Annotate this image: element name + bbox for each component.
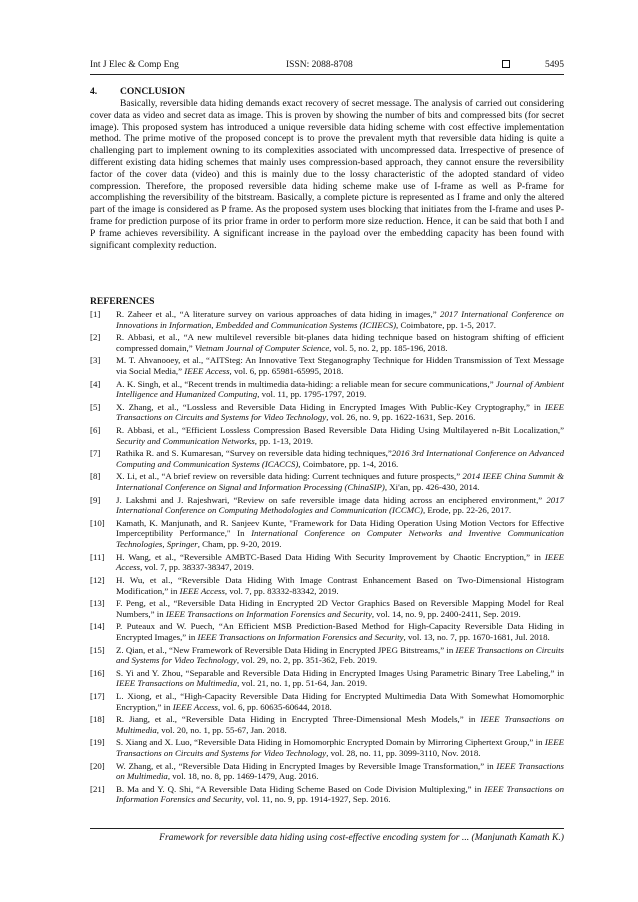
issn: ISSN: 2088-8708	[286, 60, 353, 70]
reference-details: , vol. 26, no. 9, pp. 1622-1631, Sep. 2016.	[326, 412, 476, 423]
reference-item	[90, 309, 564, 330]
reference-authors-title: F. Peng, et al., “Reversible Data Hiding in Encrypted 2D Vector Graphics Based on Reversible Mapping Model for Real Numbers,” in	[116, 598, 564, 619]
reference-authors-title: R. Zaheer et al., “A literature survey on various approaches of data hiding in images,”	[116, 309, 441, 319]
reference-authors-title: X. Li, et al., “A brief review on reversible data hiding: Current techniques and future prospects,”	[116, 471, 463, 482]
reference-number: [18]	[90, 714, 105, 725]
reference-number: [8]	[90, 471, 101, 482]
reference-item	[90, 402, 564, 423]
reference-authors-title: R. Abbasi, et al., “A new multilevel reversible bit-planes data hiding technique based on histogram shifting of efficient compressed domain,”	[116, 332, 564, 353]
reference-venue: IEEE Transactions on Information Forensics and Security	[116, 783, 564, 805]
reference-details: , vol. 5, no. 2, pp. 185-196, 2018.	[329, 342, 448, 353]
reference-authors-title: R. Abbasi, et al., “Efficient Lossless Compression Based Reversible Data Hiding Using Multilayered n-Bit Localization,”	[116, 425, 564, 436]
reference-venue: International Conference on Computer Networks and Inventive Communication Technologies	[116, 528, 564, 550]
page-footer: Framework for reversible data hiding using cost-effective encoding system for ... (Manjunath Kamath K.)	[159, 832, 564, 843]
reference-venue: 2014 IEEE China Summit & International Conference on Signal and Information Processing (ChinaSIP)	[116, 471, 564, 493]
reference-item	[90, 448, 564, 469]
reference-item	[90, 471, 564, 492]
reference-details: , Coimbatore, pp. 1-4, 2016.	[298, 458, 399, 469]
reference-number: [14]	[90, 621, 105, 632]
reference-item	[90, 355, 564, 376]
reference-details: , vol. 20, no. 1, pp. 55-67, Jan. 2018.	[156, 724, 287, 735]
reference-number: [7]	[90, 448, 101, 459]
reference-venue: Security and Communication Networks	[116, 435, 255, 446]
reference-item	[90, 714, 564, 735]
reference-venue: IEEE Transactions on Multimedia	[116, 678, 238, 689]
reference-number: [16]	[90, 667, 105, 678]
reference-number: [21]	[90, 783, 105, 794]
reference-item	[90, 761, 564, 782]
reference-item	[90, 495, 564, 516]
reference-authors-title: J. Lakshmi and J. Rajeshwari, “Review on safe reversible image data hiding across an enciphered environment,”	[116, 494, 547, 505]
page-number: 5495	[545, 60, 564, 70]
reference-number: [5]	[90, 401, 101, 412]
checkbox-square-icon	[502, 60, 510, 68]
reference-authors-title: B. Ma and Y. Q. Shi, “A Reversible Data Hiding Scheme Based on Code Division Multiplexing,” in	[116, 783, 485, 794]
reference-details: , Erode, pp. 22-26, 2017.	[422, 505, 512, 516]
reference-publisher: Springer	[166, 539, 198, 550]
journal-name: Int J Elec & Comp Eng	[90, 60, 179, 70]
reference-details: , vol. 18, no. 8, pp. 1469-1479, Aug. 2016.	[167, 771, 319, 782]
reference-venue: IEEE Transactions on Circuits and Systems for Video Technology	[116, 737, 564, 758]
reference-venue: IEEE Access	[116, 551, 564, 573]
reference-item	[90, 784, 564, 805]
reference-number: [3]	[90, 355, 101, 366]
reference-number: [19]	[90, 737, 105, 748]
reference-number: [10]	[90, 517, 105, 528]
reference-authors-title: S. Xiang and X. Luo, “Reversible Data Hiding in Homomorphic Encrypted Domain by Mirroring Ciphertext Group,” in	[116, 737, 545, 748]
reference-number: [1]	[90, 309, 101, 319]
reference-venue: Journal of Ambient Intelligence and Humanized Computing	[116, 378, 564, 400]
references-heading: REFERENCES	[90, 296, 155, 307]
reference-item	[90, 575, 564, 596]
reference-list	[90, 309, 564, 805]
reference-details: ,	[162, 539, 167, 550]
reference-details: , vol. 6, pp. 60635-60644, 2018.	[218, 701, 332, 712]
reference-details: , vol. 11, no. 9, pp. 1914-1927, Sep. 2016.	[241, 794, 391, 805]
reference-authors-title: M. T. Ahvanooey, et al., “AITSteg: An Innovative Text Steganography Technique for Hidden Transmission of Text Message via Social Media,”	[116, 355, 564, 377]
reference-authors-title: L. Xiong, et al., “High-Capacity Reversible Data Hiding for Encrypted Multimedia Data With Somewhat Homomorphic Encryption,” in	[116, 690, 564, 712]
reference-number: [11]	[90, 551, 105, 562]
reference-item	[90, 552, 564, 573]
footer-rule	[90, 828, 564, 829]
reference-item	[90, 332, 564, 353]
reference-authors-title: S. Yi and Y. Zhou, “Separable and Reversible Data Hiding in Encrypted Images Using Parametric Binary Tree Labeling,” in	[116, 667, 564, 678]
section-title: CONCLUSION	[120, 86, 186, 97]
reference-authors-title: A. K. Singh, et al., “Recent trends in multimedia data-hiding: a reliable mean for secure communications,”	[116, 378, 496, 389]
reference-authors-title: R. Jiang, et al., “Reversible Data Hiding in Encrypted Three-Dimensional Mesh Models,” in	[116, 714, 481, 725]
reference-venue: IEEE Transactions on Multimedia	[116, 760, 564, 782]
reference-item	[90, 379, 564, 400]
section-heading	[90, 86, 564, 98]
reference-venue: 2016 3rd International Conference on Advanced Computing and Communication Systems (ICACCS)	[116, 448, 564, 469]
reference-item	[90, 425, 564, 446]
reference-number: [2]	[90, 332, 101, 343]
header-rule	[90, 74, 564, 75]
reference-details: , Cham, pp. 9-20, 2019.	[197, 539, 282, 550]
reference-number: [15]	[90, 644, 105, 655]
reference-details: , vol. 6, pp. 65981-65995, 2018.	[229, 366, 344, 377]
reference-venue: IEEE Transactions on Circuits and Systems for Video Technology	[116, 401, 564, 423]
section-number: 4.	[90, 86, 98, 97]
reference-details: , vol. 7, pp. 83332-83342, 2019.	[224, 585, 339, 596]
reference-venue: IEEE Access	[184, 366, 230, 377]
reference-details: , vol. 7, pp. 38337-38347, 2019.	[140, 562, 254, 573]
reference-venue: Vietnam Journal of Computer Science	[194, 342, 330, 353]
reference-number: [13]	[90, 598, 105, 609]
reference-authors-title: Z. Qian, et al., “New Framework of Reversible Data Hiding in Encrypted JPEG Bitstreams,” in	[116, 644, 456, 655]
conclusion-section	[90, 86, 564, 251]
reference-venue: IEEE Transactions on Information Forensics and Security	[197, 631, 404, 642]
reference-details: , Xi'an, pp. 426-430, 2014.	[384, 482, 480, 493]
page-header	[90, 58, 564, 72]
reference-venue: IEEE Access	[172, 701, 218, 712]
reference-item	[90, 668, 564, 689]
reference-authors-title: P. Puteaux and W. Puech, “An Efficient MSB Prediction-Based Method for High-Capacity Reversible Data Hiding in Encrypted Images,” in	[116, 621, 564, 642]
reference-details: , vol. 29, no. 2, pp. 351-362, Feb. 2019.	[236, 655, 378, 666]
reference-number: [12]	[90, 574, 105, 585]
reference-authors-title: Rathika R. and S. Kumaresan, “Survey on reversible data hiding techniques,”	[116, 448, 392, 459]
reference-number: [6]	[90, 425, 101, 436]
reference-details: , vol. 13, no. 7, pp. 1670-1681, Jul. 2018.	[403, 631, 550, 642]
reference-venue: 2017 International Conference on Computing Methodologies and Communication (ICCMC)	[116, 494, 564, 516]
reference-item	[90, 737, 564, 758]
reference-venue: IEEE Access	[179, 585, 225, 596]
reference-authors-title: W. Zhang, et al., “Reversible Data Hiding in Encrypted Images by Reversible Image Transformation,” in	[116, 760, 497, 771]
reference-number: [20]	[90, 760, 105, 771]
reference-venue: IEEE Transactions on Circuits and Systems for Video Technology	[116, 644, 564, 666]
reference-item	[90, 598, 564, 619]
reference-authors-title: H. Wu, et al., “Reversible Data Hiding With Image Contrast Enhancement Based on Two-Dimensional Histogram Modification,” in	[116, 574, 564, 596]
reference-authors-title: H. Wang, et al., “Reversible AMBTC-Based Data Hiding With Security Improvement by Chaotic Encryption,” in	[116, 551, 545, 562]
reference-number: [4]	[90, 378, 101, 389]
references-section	[90, 296, 564, 807]
reference-venue: 2017 International Conference on Innovations in Information, Embedded and Communication Systems (ICIIECS)	[116, 309, 564, 330]
reference-venue: IEEE Transactions on Information Forensics and Security	[165, 608, 372, 619]
reference-number: [9]	[90, 494, 101, 505]
reference-details: , vol. 11, pp. 1795-1797, 2019.	[257, 389, 367, 400]
reference-item	[90, 621, 564, 642]
reference-authors-title: Kamath, K. Manjunath, and R. Sanjeev Kunte, "Framework for Data Hiding Operation Using Motion Vectors for Effective Imperceptibility Performance," In	[116, 517, 564, 539]
reference-details: , vol. 28, no. 11, pp. 3099-3110, Nov. 2018.	[326, 747, 481, 758]
reference-authors-title: X. Zhang, et al., “Lossless and Reversible Data Hiding in Encrypted Images With Public-Key Cryptography,” in	[116, 401, 545, 412]
reference-number: [17]	[90, 690, 105, 701]
conclusion-paragraph: Basically, reversible data hiding demands exact recovery of secret message. The analysis of carried out considering cover data as video and secret data as image. This is proven by showing the number of bits and compressed bits (for secret image). This proposed system has introduced a unique reversible data hiding scheme with cost effective implementation method. The prime motive of the proposed concept is to prove the prevalent myth that reversible data hiding is quite a challenging part to implement owning to its complexities associated with uncompressed data. Irrespective of presence of different existing data hiding schemes that mainly uses compression-based approach, they cannot ensure the reversibility factor of the cover data (video) and this is mainly due to the lossy characteristic of the adopted standard of video compression. Therefore, the proposed reversible data hiding scheme make use of I-frame as well as P-frame for accomplishing the reversibility of the bitstream. Basically, a complete picture is represented as I frame and only the altered part of the image is considered as P frame. As the proposed system uses blocking that initiates from the I-frame and uses P-frame for prediction purpose of its prior frame in order to perform more size reduction. Hence, it can be said that both I and P frame achieves reversibility. A significant increase in the payload over the embedding capacity has been found with significant complexity reduction.	[90, 98, 564, 251]
reference-item	[90, 518, 564, 550]
reference-venue: IEEE Transactions on Multimedia	[116, 714, 564, 735]
reference-details: , vol. 14, no. 9, pp. 2400-2411, Sep. 2019.	[371, 608, 521, 619]
reference-details: , Coimbatore, pp. 1-5, 2017.	[396, 319, 497, 330]
reference-details: , vol. 21, no. 1, pp. 51-64, Jan. 2019.	[237, 678, 368, 689]
reference-details: , pp. 1-13, 2019.	[254, 435, 314, 446]
reference-item	[90, 645, 564, 666]
reference-item	[90, 691, 564, 712]
